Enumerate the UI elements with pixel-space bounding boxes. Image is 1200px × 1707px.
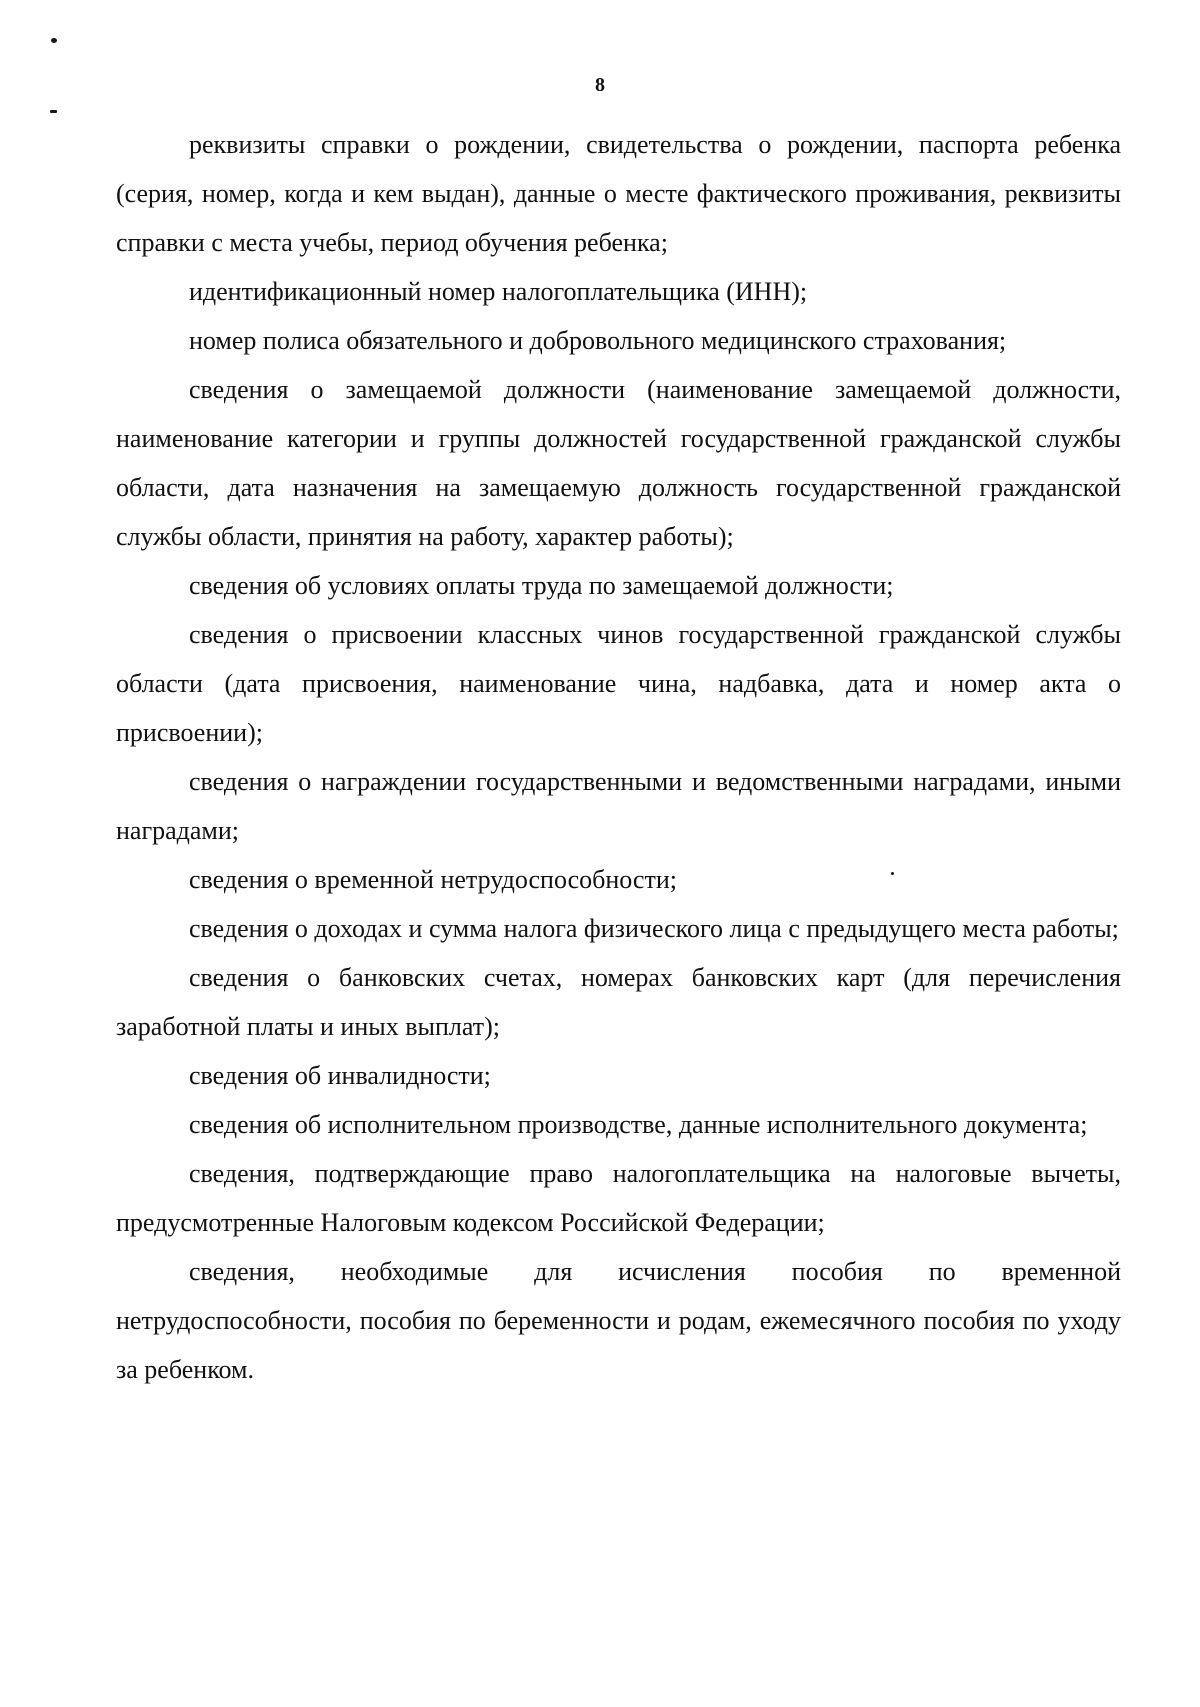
paragraph-pay-conditions: сведения об условиях оплаты труда по замещаемой должности;: [189, 571, 894, 600]
paragraph-bank-accounts: сведения о банковских счетах, номерах банковских карт (для перечисления заработной платы и иных выплат);: [116, 963, 1121, 1041]
paragraph-temporary-disability: сведения о временной нетрудоспособности;: [189, 865, 677, 894]
scan-artifact-dash: [50, 110, 57, 113]
page-number: 8: [595, 74, 605, 96]
paragraph-awards: сведения о награждении государственными и ведомственными наградами, иными наградами;: [116, 767, 1121, 845]
paragraph-inn: идентификационный номер налогоплательщика (ИНН);: [189, 277, 808, 306]
paragraph-enforcement-proceedings: сведения об исполнительном производстве, данные исполнительного документа;: [189, 1110, 1088, 1139]
paragraph-position-details: сведения о замещаемой должности (наименование замещаемой должности, наименование категории и группы должностей государственной гражданской службы области, дата назначения на замещаемую должность государственной гражданской службы области, принятия на работу, характер работы);: [116, 375, 1121, 551]
paragraph-tax-deductions: сведения, подтверждающие право налогоплательщика на налоговые вычеты, предусмотренные Налоговым кодексом Российской Федерации;: [116, 1159, 1121, 1237]
paragraph-class-ranks: сведения о присвоении классных чинов государственной гражданской службы области (дата присвоения, наименование чина, надбавка, дата и номер акта о присвоении);: [116, 620, 1121, 747]
paragraph-benefits-calculation: сведения, необходимые для исчисления пособия по временной нетрудоспособности, пособия по беременности и родам, ежемесячного пособия по уходу за ребенком.: [116, 1257, 1121, 1384]
paragraph-insurance-policy: номер полиса обязательного и добровольного медицинского страхования;: [189, 326, 1007, 355]
paragraph-birth-certificate-details: реквизиты справки о рождении, свидетельства о рождении, паспорта ребенка (серия, номер, когда и кем выдан), данные о месте фактического проживания, реквизиты справки с места учебы, период обучения ребенка;: [116, 130, 1121, 257]
paragraph-disability: сведения об инвалидности;: [189, 1061, 491, 1090]
paragraph-previous-income: сведения о доходах и сумма налога физического лица с предыдущего места работы;: [189, 914, 1119, 943]
document-body: [116, 120, 1121, 1394]
scan-artifact-dot: [51, 38, 57, 43]
